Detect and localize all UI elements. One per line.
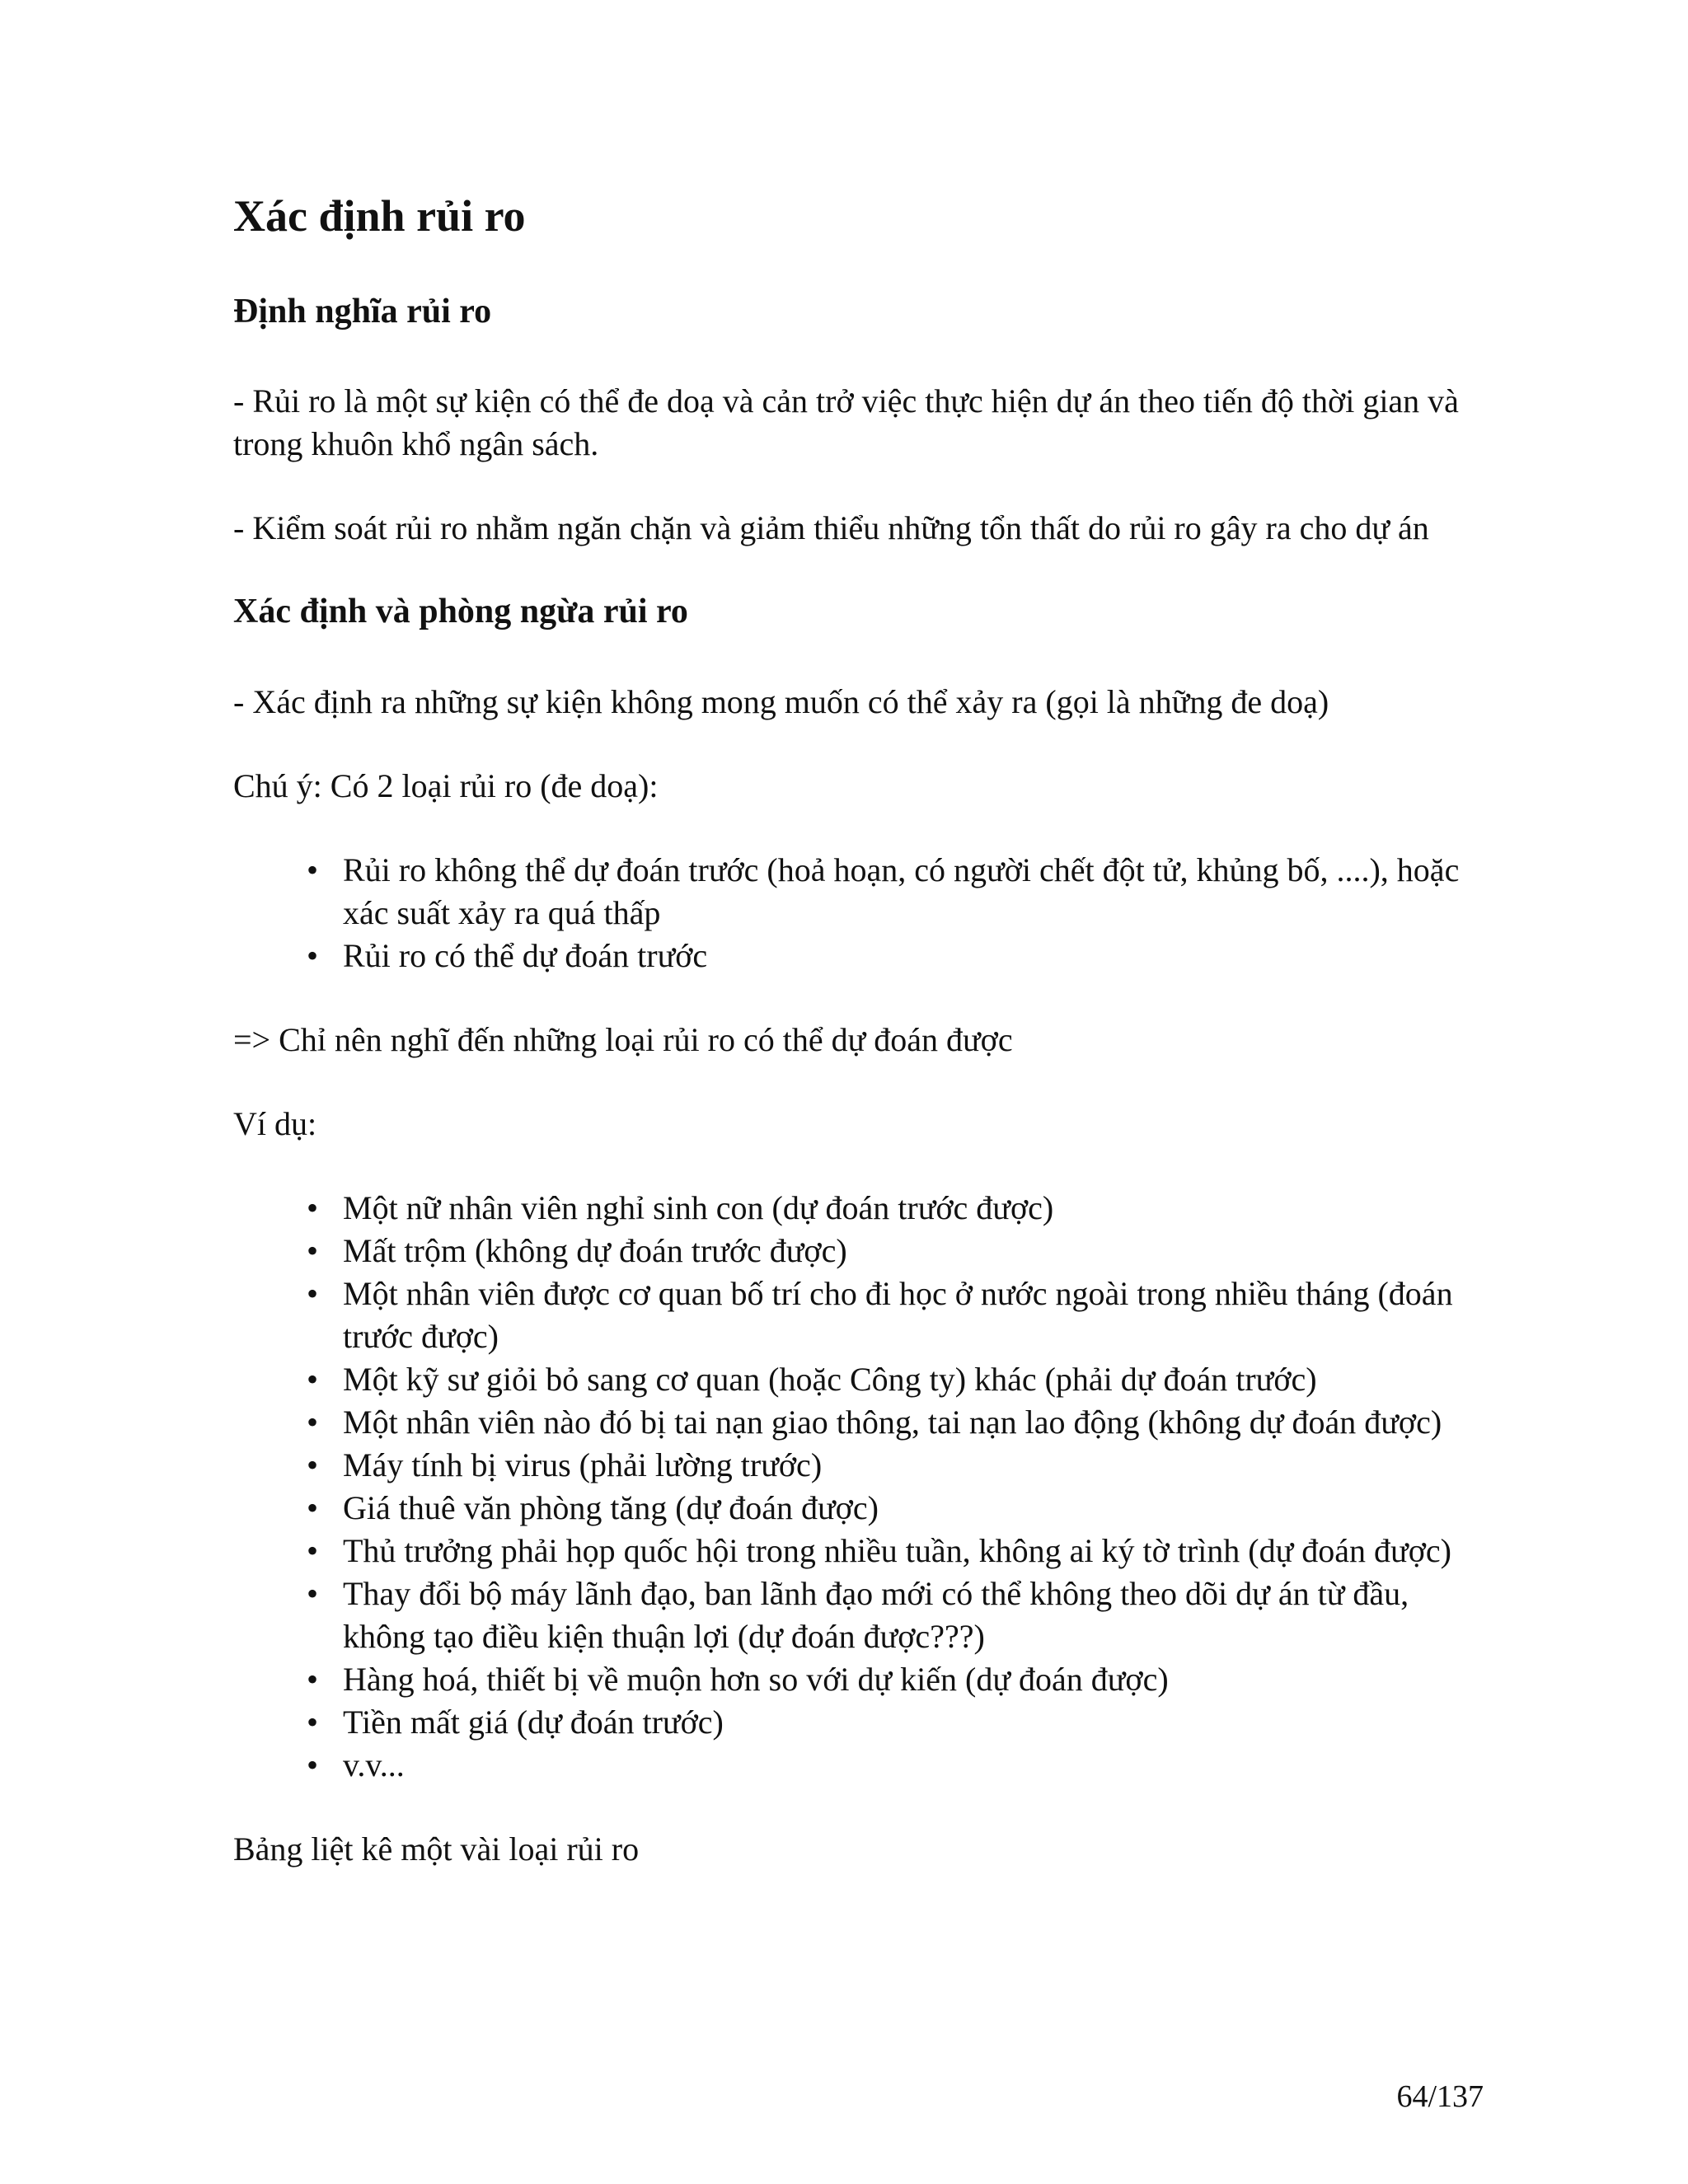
examples-list xyxy=(233,1187,1486,1787)
section-heading-identification: Xác định và phòng ngừa rủi ro xyxy=(233,593,688,631)
list-item: • Mất trộm (không dự đoán trước được) xyxy=(343,1230,1486,1272)
conclusion-text: => Chỉ nên nghĩ đến những loại rủi ro có thể dự đoán được xyxy=(233,1020,1013,1058)
list-item: • Một kỹ sư giỏi bỏ sang cơ quan (hoặc Công ty) khác (phải dự đoán trước) xyxy=(343,1358,1486,1401)
list-item: • Một nhân viên nào đó bị tai nạn giao thông, tai nạn lao động (không dự đoán được) xyxy=(343,1401,1486,1444)
example-label: Ví dụ: xyxy=(233,1104,317,1142)
list-item: • Giá thuê văn phòng tăng (dự đoán được) xyxy=(343,1487,1486,1530)
page-title: Xác định rủi ro xyxy=(233,191,526,241)
table-caption: Bảng liệt kê một vài loại rủi ro xyxy=(233,1830,640,1868)
identification-intro: - Xác định ra những sự kiện không mong muốn có thể xảy ra (gọi là những đe doạ) xyxy=(233,682,1329,720)
list-item: • Rủi ro có thể dự đoán trước xyxy=(343,935,1486,977)
list-item: • Máy tính bị virus (phải lường trước) xyxy=(343,1444,1486,1487)
page-content xyxy=(233,190,1486,1871)
list-item: • v.v... xyxy=(343,1744,1486,1787)
list-item: • Rủi ro không thể dự đoán trước (hoả hoạn, có người chết đột tử, khủng bố, ....), hoặc xác suất xảy ra quá thấp xyxy=(343,849,1486,935)
control-paragraph: - Kiểm soát rủi ro nhằm ngăn chặn và giảm thiểu những tổn thất do rủi ro gây ra cho dự án xyxy=(233,509,1429,547)
risk-types-list xyxy=(233,849,1486,977)
page-number: 64/137 xyxy=(1396,2079,1484,2114)
list-item: • Tiền mất giá (dự đoán trước) xyxy=(343,1701,1486,1744)
list-item: • Hàng hoá, thiết bị về muộn hơn so với dự kiến (dự đoán được) xyxy=(343,1658,1486,1701)
list-item: • Một nhân viên được cơ quan bố trí cho đi học ở nước ngoài trong nhiều tháng (đoán trước được) xyxy=(343,1272,1486,1358)
definition-paragraph: - Rủi ro là một sự kiện có thể đe doạ và cản trở việc thực hiện dự án theo tiến độ thời gian và trong khuôn khổ ngân sách. xyxy=(233,382,1459,463)
risk-types-note: Chú ý: Có 2 loại rủi ro (đe doạ): xyxy=(233,766,659,804)
section-heading-definition: Định nghĩa rủi ro xyxy=(233,292,492,330)
list-item: • Thay đổi bộ máy lãnh đạo, ban lãnh đạo mới có thể không theo dõi dự án từ đầu, không tạo điều kiện thuận lợi (dự đoán được???) xyxy=(343,1572,1486,1658)
list-item: • Một nữ nhân viên nghỉ sinh con (dự đoán trước được) xyxy=(343,1187,1486,1230)
list-item: • Thủ trưởng phải họp quốc hội trong nhiều tuần, không ai ký tờ trình (dự đoán được) xyxy=(343,1530,1486,1572)
